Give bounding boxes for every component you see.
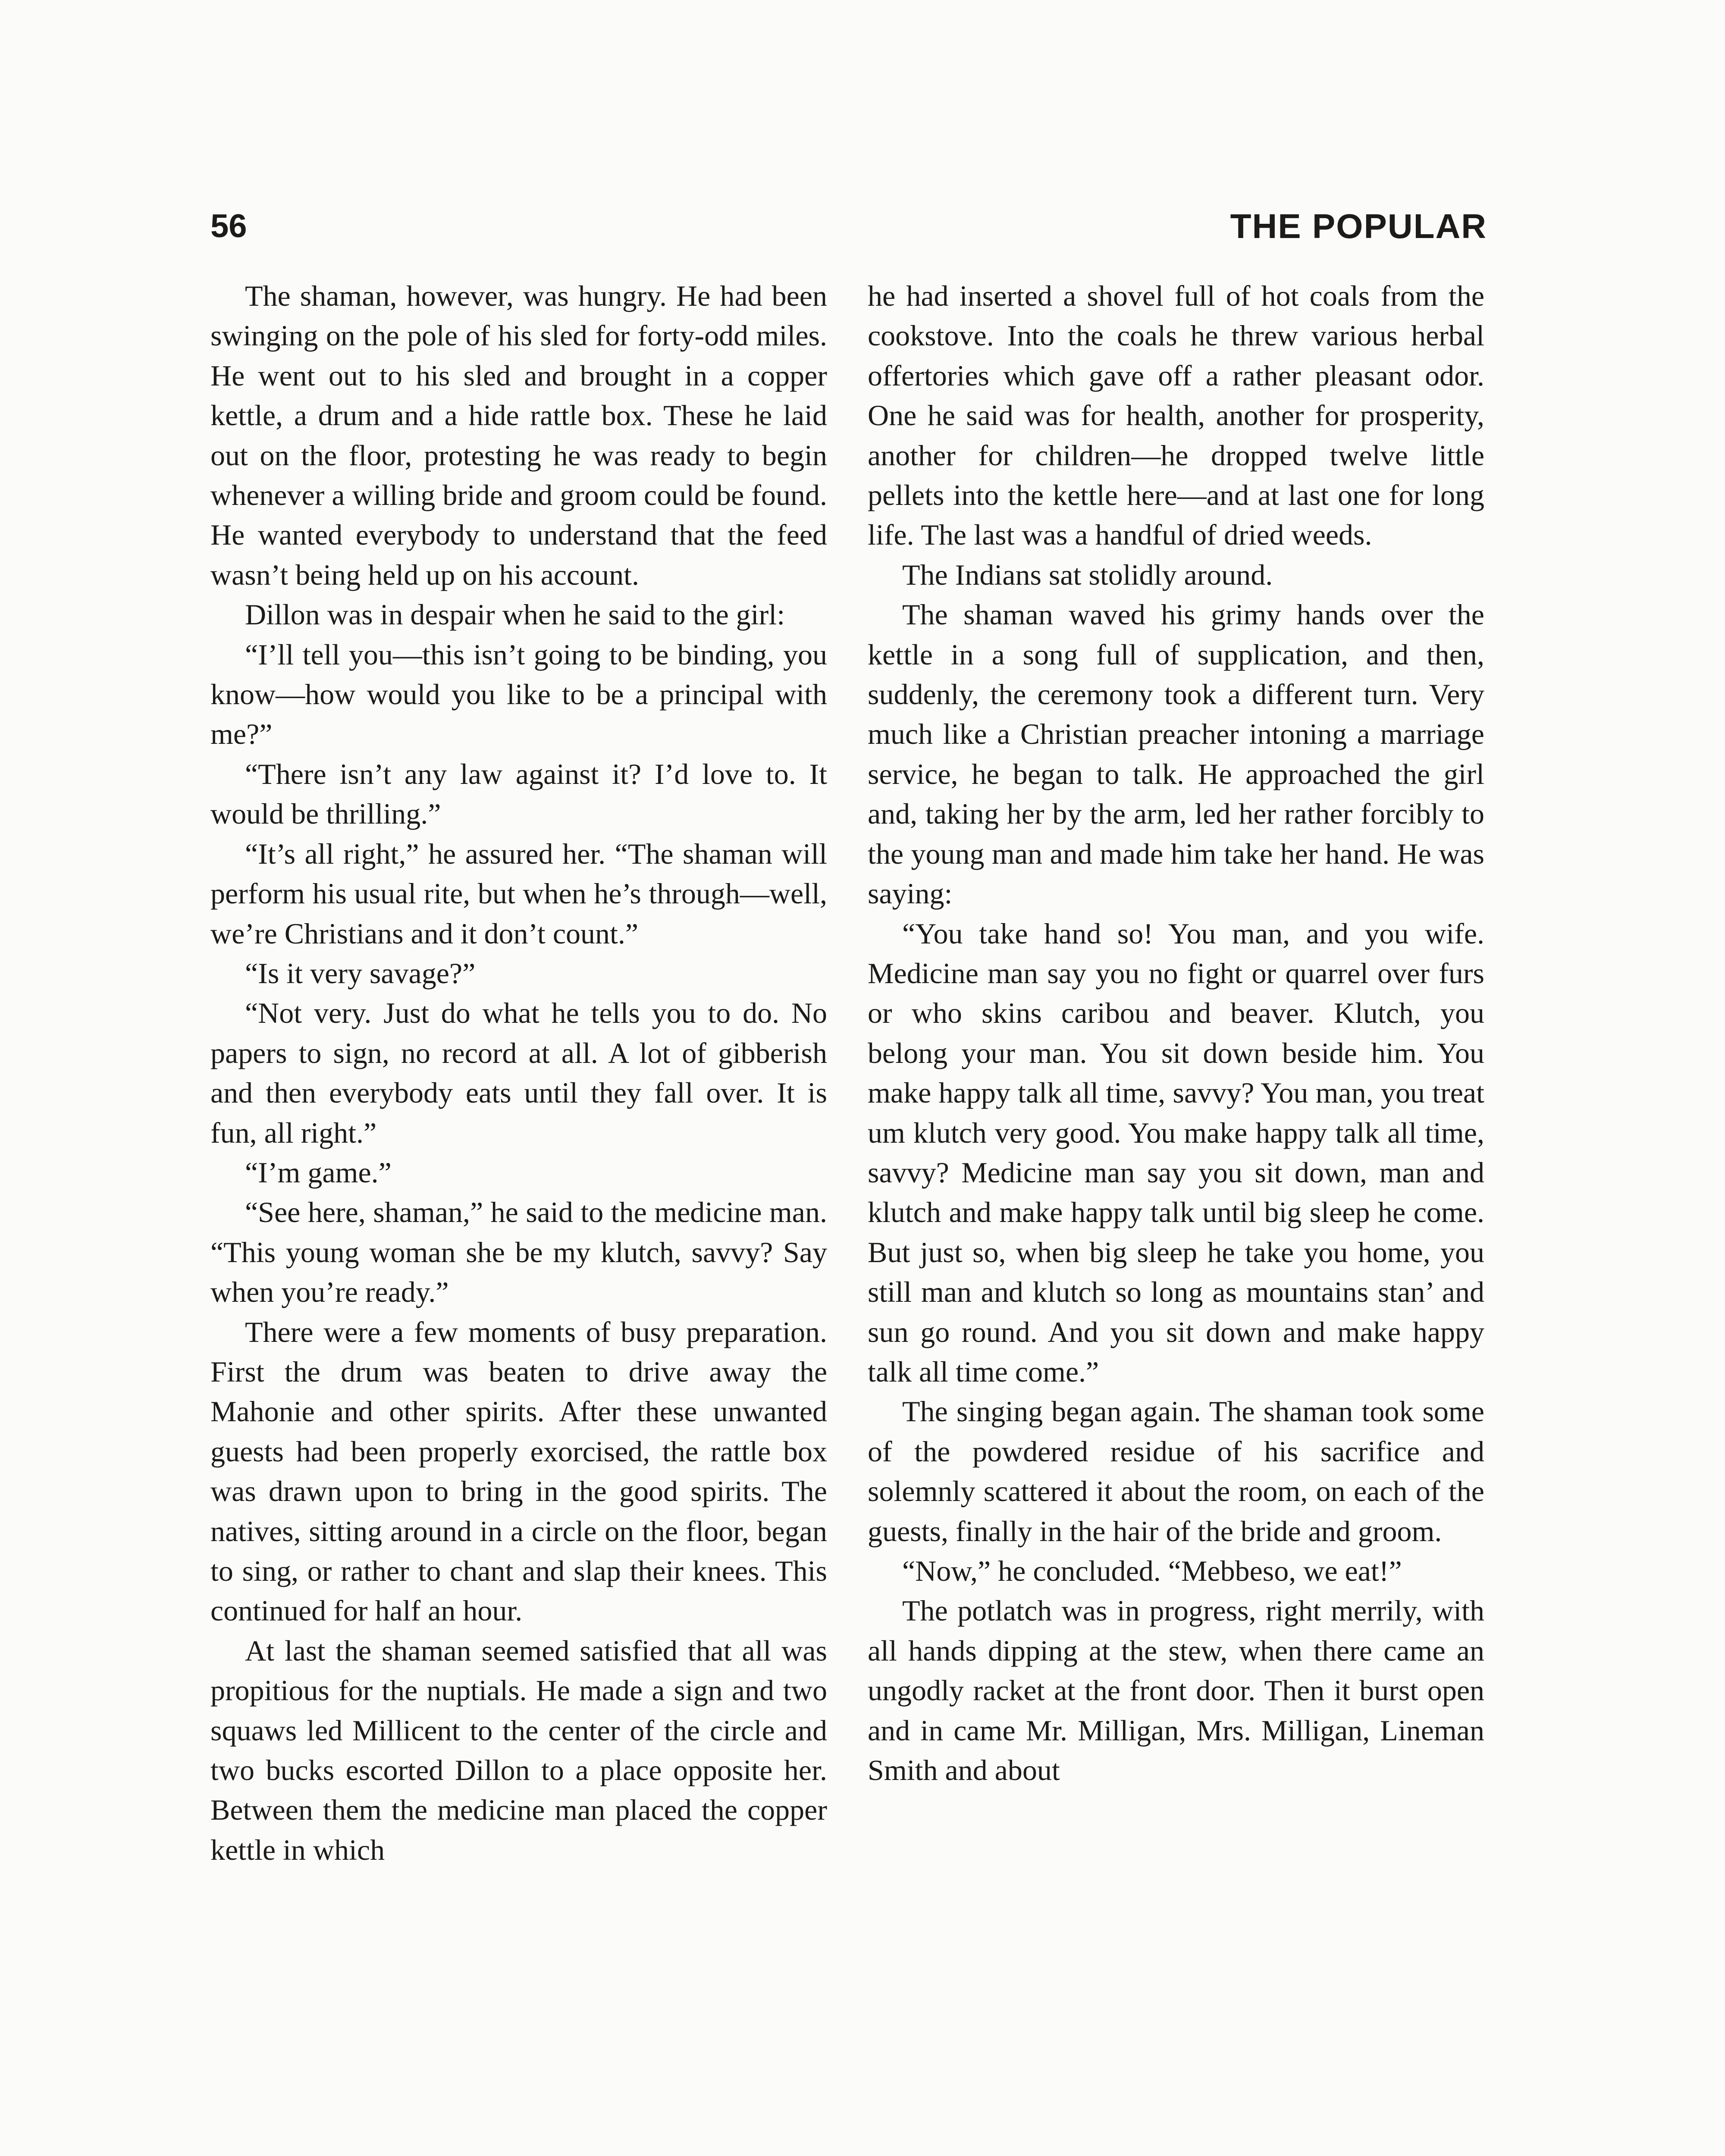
paragraph: At last the shaman seemed satisfied that all was propitious for the nuptials. He made a sign and two squaws led Millicent to the center of the circle and two bucks escorted Dillon to a place opposite her. Between them the medicine man placed the copper kettle in which xyxy=(210,1634,827,1866)
paragraph: “See here, shaman,” he said to the medicine man. “This young woman she be my klutch, savvy? Say when you’re ready.” xyxy=(210,1196,827,1309)
text-column-right xyxy=(868,276,1484,1790)
page-number: 56 xyxy=(210,208,247,244)
paragraph: Dillon was in despair when he said to the girl: xyxy=(245,598,785,631)
paragraph: “You take hand so! You man, and you wife. Medicine man say you no fight or quarrel over furs or who skins caribou and beaver. Klutch, you belong your man. You sit down beside him. You make happy talk all time, savvy? You man, you treat um klutch very good. You make happy talk all time, savvy? Medicine man say you sit down, man and klutch and make happy talk until big sleep he come. But just so, when big sleep he take you home, you still man and klutch so long as mountains stan’ and sun go round. And you sit down and make happy talk all time come.” xyxy=(868,917,1484,1388)
paragraph: “It’s all right,” he assured her. “The shaman will perform his usual rite, but when he’s through—well, we’re Christians and it don’t count.” xyxy=(210,837,827,950)
paragraph: “Now,” he concluded. “Mebbeso, we eat!” xyxy=(902,1554,1402,1587)
running-head: THE POPULAR xyxy=(1230,207,1487,245)
paragraph: “I’ll tell you—this isn’t going to be binding, you know—how would you like to be a principal with me?” xyxy=(210,638,827,751)
page-header xyxy=(210,203,1487,250)
text-column-left xyxy=(210,276,827,1870)
paragraph: The Indians sat stolidly around. xyxy=(902,558,1273,591)
paragraph: “Is it very savage?” xyxy=(245,956,476,990)
paragraph: The shaman waved his grimy hands over the kettle in a song full of supplication, and then, suddenly, the ceremony took a different turn. Very much like a Christian preacher intoning a marriage service, he began to talk. He approached the girl and, taking her by the arm, led her rather forcibly to the young man and made him take her hand. He was saying: xyxy=(868,598,1484,910)
paragraph: The singing began again. The shaman took some of the powdered residue of his sacrifice and solemnly scattered it about the room, on each of the guests, finally in the hair of the bride and groom. xyxy=(868,1395,1484,1548)
paragraph: The shaman, however, was hungry. He had been swinging on the pole of his sled for forty-odd miles. He went out to his sled and brought in a copper kettle, a drum and a hide rattle box. These he laid out on the floor, protesting he was ready to begin whenever a willing bride and groom could be found. He wanted everybody to understand that the feed wasn’t being held up on his account. xyxy=(210,279,827,591)
paragraph: The potlatch was in progress, right merrily, with all hands dipping at the stew, when there came an ungodly racket at the front door. Then it burst open and in came Mr. Milligan, Mrs. Milligan, Lineman Smith and about xyxy=(868,1594,1484,1787)
paragraph: “Not very. Just do what he tells you to do. No papers to sign, no record at all. A lot of gibberish and then everybody eats until they fall over. It is fun, all right.” xyxy=(210,997,827,1149)
paragraph: “There isn’t any law against it? I’d love to. It would be thrilling.” xyxy=(210,757,827,830)
paragraph: “I’m game.” xyxy=(245,1156,392,1189)
paragraph-continuation: he had inserted a shovel full of hot coals from the cookstove. Into the coals he threw various herbal offertories which gave off a rather pleasant odor. One he said was for health, another for prosperity, another for children—he dropped twelve little pellets into the kettle here—and at last one for long life. The last was a handful of dried weeds. xyxy=(868,279,1484,552)
paragraph: There were a few moments of busy preparation. First the drum was beaten to drive away the Mahonie and other spirits. After these unwanted guests had been properly exorcised, the rattle box was drawn upon to bring in the good spirits. The natives, sitting around in a circle on the floor, began to sing, or rather to chant and slap their knees. This continued for half an hour. xyxy=(210,1315,827,1627)
